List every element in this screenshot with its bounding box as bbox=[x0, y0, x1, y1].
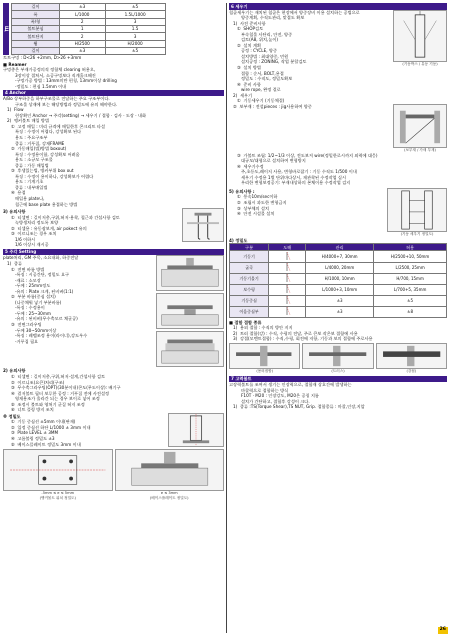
beam-figure bbox=[393, 104, 447, 148]
erection-body bbox=[229, 10, 391, 104]
hsb-line: 마찰력으로 접합하는 방식 bbox=[241, 387, 289, 393]
setting-line: ② 부분 바름(중심 섭치) bbox=[11, 294, 56, 300]
setting-caution-title: 2) 유의사항 bbox=[3, 368, 26, 374]
spec-cell: H/1000, 10mm bbox=[306, 273, 374, 284]
precision-line: ⑤ 베이스플레이트 정밀도 3mm 이내 bbox=[11, 441, 81, 447]
column-figure-caption: (기둥박스 / 유동 기둥) bbox=[402, 61, 438, 66]
setting-line: -두께 : 25mm정도 bbox=[15, 283, 51, 289]
anchor-caution-title: 3) 유의사항 bbox=[3, 209, 26, 215]
table-cell: 폭/형 bbox=[12, 18, 60, 25]
anchor-line: 매입용 plate나, bbox=[15, 195, 45, 201]
setting-caution-line: ⑥ 너트 플링 방지 조치 bbox=[11, 407, 54, 413]
setting-line: -두께 30~50mm이상 bbox=[15, 327, 57, 333]
spec-row bbox=[230, 273, 447, 284]
right-column bbox=[226, 3, 447, 633]
anchor-line: A/Bo 상부하중을 하부구조물로 전달하는 주요 구조부이다. bbox=[3, 96, 110, 102]
spec-cell: ±3 bbox=[306, 295, 374, 306]
erection-line: 1) 사전 준비사항 bbox=[233, 20, 266, 26]
erection-line: 철골세우기는 재치된 철골은 현장에서 양중장비 이용 설치하는 공법으로 bbox=[229, 9, 360, 15]
erection-caution-body bbox=[229, 194, 385, 216]
setting-line: ③ 전면그라우팅 bbox=[11, 322, 42, 327]
precision-line: ② 입정 중심선 하단 L/1000 ± 3mm 이내 bbox=[11, 424, 91, 430]
spec-cell: L/700+5, 35mm bbox=[374, 284, 447, 295]
reamer-body bbox=[3, 67, 224, 89]
spec-row bbox=[230, 295, 447, 306]
erection-caution-line: ② 조립시 과도한 변형금지 bbox=[237, 199, 287, 205]
spec-header: 관리 bbox=[306, 244, 374, 251]
setting-caution-line: ④ 결저볼트 필터 보루한 공정 : 거푸집 전에 사전설정 bbox=[11, 390, 110, 396]
erection-title: 6 세우기 bbox=[229, 3, 447, 10]
join-line: 1) 용외 접합 : 수직의 방안 지지 bbox=[233, 325, 293, 331]
table-cell: ±3 bbox=[59, 4, 105, 11]
anchor-line: 특징 : 수정용이함, 강성확보 어려움 bbox=[15, 151, 80, 157]
table-row bbox=[12, 11, 166, 18]
bolt-hole-note: 토트구멍 : D<26 +2mm, D>26 +3mm bbox=[3, 55, 82, 61]
spec-diagram-cell bbox=[269, 306, 306, 317]
hsb-line: F10T · M20 : 인장강도, M20은 공칭 지름 bbox=[241, 393, 319, 399]
erection-line: ① SHOP검토 bbox=[237, 26, 264, 32]
spec-cell: 기둥기 bbox=[230, 251, 269, 262]
erection-line: wire rope, 완정 결로 bbox=[241, 87, 281, 93]
fig-label-e5: -5mm ≤ e ≤ 5mm bbox=[41, 491, 75, 496]
setting-line: -두께 : 25~30mm bbox=[15, 310, 51, 316]
anchor-caution-body bbox=[3, 215, 180, 248]
table-cell: 1 bbox=[59, 25, 105, 32]
spec-header: 허용 bbox=[374, 244, 447, 251]
anchor-line: 특징 : 수정이 용이하나, 강성확보가 어렵다 bbox=[15, 173, 94, 179]
anchor-caution-line: 녹방생처리 정도록 보양 bbox=[15, 220, 59, 226]
anchor-title: 4 Anchor bbox=[3, 90, 224, 97]
erection-row bbox=[229, 10, 447, 104]
fig-caption-base-plate: (베이스플레이트 정밀도) bbox=[149, 495, 189, 500]
table-cell: 볼트단지 bbox=[12, 33, 60, 40]
erection-line: 양중계획, 수직도관리, 맞접도 확보 bbox=[241, 15, 305, 21]
spec-cell: H/4000+7, 30mm bbox=[306, 251, 374, 262]
column-precision-figure bbox=[168, 413, 224, 447]
page-number: 26 bbox=[439, 627, 446, 633]
tolerance-table-block bbox=[3, 3, 224, 55]
anchor-caution-row bbox=[3, 208, 224, 248]
table-cell: 3 bbox=[105, 33, 165, 40]
table-cell: 2 bbox=[59, 18, 105, 25]
anchor-line: 종류 : 내부매입법 bbox=[15, 184, 48, 190]
spec-row bbox=[230, 251, 447, 262]
table-side-label: Щ bbox=[3, 3, 9, 55]
setting-title: 5 주각 Setting bbox=[3, 249, 224, 256]
erection-adjust-line: 주,초등도,레이저 사용, 변형바로잡기 : 기둥 수직도 1/500 이내 bbox=[241, 169, 357, 175]
spec-row bbox=[230, 284, 447, 295]
setting-line: ① 전면 바름 방법 bbox=[11, 266, 45, 272]
grouting-figure bbox=[156, 331, 224, 367]
table-row bbox=[12, 4, 166, 11]
spec-cell: ±8 bbox=[374, 306, 447, 317]
scaffold-figure bbox=[387, 188, 447, 232]
join-body bbox=[229, 325, 447, 342]
precision-title: ※ 정밀도 bbox=[3, 413, 21, 419]
spec-header: 도해 bbox=[269, 244, 306, 251]
setting-caution-line: ② 이르니조(요큰)처리(구조) bbox=[11, 379, 65, 385]
table-row bbox=[12, 18, 166, 25]
setting-caution-line: ① 티셀면 : 길이저총,구위,허저·설계,간섭사항 검토 bbox=[11, 373, 106, 379]
spec-cell: ±5 bbox=[374, 295, 447, 306]
spec-row bbox=[230, 262, 447, 273]
spec-cell: H/700, 15mm bbox=[374, 273, 447, 284]
table-row bbox=[12, 40, 166, 47]
table-row bbox=[12, 33, 166, 40]
table-cell: 휨 bbox=[12, 40, 60, 47]
rigid-join-figure bbox=[376, 343, 447, 369]
setting-caution-line: ③ 무수축그라우팅(OPT)(30분이내)콘도(무도이상): 배기구 bbox=[11, 385, 121, 391]
fig-caption-anchor-position: (앵커볼트 위치 정밀도) bbox=[39, 495, 76, 500]
reamer-line: ·정밀도 : 편심 1.5mm 이내 bbox=[15, 84, 67, 90]
spec-cell: ±3 bbox=[306, 306, 374, 317]
setting-line: plate처리, GM 주목, 소요내화, 하중전달 bbox=[3, 255, 79, 261]
precision-spec-table bbox=[229, 243, 447, 318]
spec-row bbox=[230, 306, 447, 317]
reamer-line: ·구멍가공 방법 : 13mm미만 편칭, 13mm이상 drilling bbox=[15, 78, 117, 84]
truss-join-figure bbox=[302, 343, 373, 369]
erection-caution-line: ③ 상부체의 설치 bbox=[237, 205, 270, 211]
erection-line: ② 설치 계획 bbox=[237, 42, 261, 48]
erection-caution-line: ④ 안전 시설물 설치 bbox=[237, 211, 275, 217]
spec-cell: 굽곡 bbox=[230, 262, 269, 273]
setting-body bbox=[3, 255, 154, 367]
table-cell: ±3 bbox=[59, 47, 105, 54]
erection-line: 공정 : CYCLE, 양중 bbox=[241, 48, 277, 54]
base-figures-row bbox=[3, 449, 224, 500]
anchor-line: 현장확인 Anchor → 주각(setting) → 세우기 / 접합 · 검사 · 도장 · 내화 bbox=[15, 112, 147, 118]
base-plate-figure bbox=[115, 449, 225, 491]
anchor-line: ② 가동매입(법)방법 boxout) bbox=[11, 146, 67, 152]
anchor-line: 용도 : 기계기초 bbox=[15, 179, 44, 185]
anchor-line: 철근에 base plate 용접하는 방법 bbox=[15, 201, 78, 207]
spec-title: 4) 정밀도 bbox=[229, 237, 248, 243]
table-cell: 3 bbox=[105, 18, 165, 25]
anchor-line: ④ 용접 bbox=[11, 190, 26, 196]
table-row bbox=[12, 47, 166, 54]
setting-figures bbox=[156, 255, 224, 367]
setting-line: -유의 : Plate 크게, 된비벼(1:1) bbox=[15, 288, 74, 294]
spec-cell: L/1000+3, 10mm bbox=[306, 284, 374, 295]
table-cell: 1.5 bbox=[105, 25, 165, 32]
table-cell: H/2000 bbox=[105, 40, 165, 47]
column-erection-figure bbox=[393, 10, 447, 62]
setting-line: 1) 종류 bbox=[7, 260, 23, 266]
beam-figure-caption: (보부재 / 가새 부재) bbox=[404, 147, 436, 152]
setting-line: -유의 : 된비벼(무수축모르 채굴공) bbox=[15, 316, 78, 322]
spec-cell: H/2500+10, 50mm bbox=[374, 251, 447, 262]
setting-line: -재료 : 소모장 bbox=[15, 277, 41, 283]
erection-caution-line: ① 풍속10m/sec이하 bbox=[237, 194, 278, 200]
anchor-line: 구조물 상재에 보는 해당방법과 정밀도에 유의 해야한다. bbox=[15, 101, 118, 107]
erection-caution-title: 5) 유의사항 : bbox=[229, 188, 255, 194]
spec-header: 구분 bbox=[230, 244, 269, 251]
spec-diagram-cell bbox=[269, 273, 306, 284]
erection-line: 검토(A8, 위치,높이) bbox=[241, 37, 279, 43]
erection-caution-row bbox=[229, 188, 447, 237]
truss-join-caption: (트러스) bbox=[331, 368, 345, 373]
hsb-body bbox=[229, 382, 447, 410]
table-cell: 볼트분심 bbox=[12, 25, 60, 32]
anchor-figure bbox=[182, 208, 224, 242]
setting-line: -특징 : 시공간단, 정밀도 요구 bbox=[15, 272, 70, 278]
erection-line: ④ 준비 사항 bbox=[237, 81, 261, 87]
erection-adjust-body bbox=[229, 153, 447, 186]
spec-diagram-cell bbox=[269, 284, 306, 295]
hsb-line: 설치가 간단하고, 접합후 강성이 크다. bbox=[241, 398, 310, 404]
full-bed-figure bbox=[156, 255, 224, 291]
erection-line: ① 기둥세우기 (기둥체결) bbox=[237, 98, 285, 104]
table-cell: L/1000 bbox=[59, 11, 105, 18]
anchor-position-figure bbox=[3, 449, 113, 491]
anchor-body bbox=[3, 96, 224, 207]
erection-line: 정밀도 : 수직도, 정밀도확보 bbox=[241, 76, 293, 82]
spec-cell: 이음중심부 bbox=[230, 306, 269, 317]
table-cell: 길이 bbox=[12, 4, 60, 11]
erection-adjust-line: ④ 세우기수정 bbox=[237, 163, 264, 169]
setting-line: -특징 : 레벨조정 용이(라이너),강도우수 bbox=[15, 333, 88, 339]
setting-row bbox=[3, 255, 224, 367]
scaffold-caption: (기둥 세우기 정밀도) bbox=[400, 231, 434, 236]
anchor-line: ③ 후생있는법, 병커부위 box out bbox=[11, 168, 74, 174]
erection-line: 부속철물 사단리, 안전, 양중 bbox=[241, 31, 293, 37]
precision-body bbox=[3, 419, 166, 447]
spec-cell: L/4000, 20mm bbox=[306, 262, 374, 273]
erection-adjust-line: 우리한 변형보정공기: 부재내상하의 본체이용 수정작업 검지 bbox=[241, 180, 351, 186]
setting-line: -특징 : 수정용이 bbox=[15, 305, 45, 311]
erection-line: 접합 : 순서, BOLT,용접 bbox=[241, 70, 284, 76]
spec-cell: 보수평 bbox=[230, 284, 269, 295]
beam-row bbox=[229, 104, 447, 153]
anchor-line: ① 고정 매입 : 미리 규격에 매입한후 콘크리트 타설 bbox=[11, 123, 106, 129]
simple-join-figure bbox=[229, 343, 300, 369]
erection-line: ③ 설치 방법 bbox=[237, 65, 261, 71]
table-cell: 1.5L/1000 bbox=[105, 11, 165, 18]
reamer-line: 구멍총은 부재가공정의적 정합체 clearing 허용오, bbox=[3, 67, 96, 73]
partial-bed-figure bbox=[156, 293, 224, 329]
anchor-line: 특징 : 수정이 어렵다, 강성확보 된다 bbox=[15, 129, 82, 135]
table-cell: ±5 bbox=[105, 4, 165, 11]
precision-line: ① 기둥 중심선 ±5mm 이내(판재) bbox=[11, 419, 76, 425]
table-cell: H/2500 bbox=[59, 40, 105, 47]
rigid-join-caption: (강접) bbox=[406, 368, 417, 373]
erection-line: 설치방법 : 최대양중, 민원 bbox=[241, 53, 289, 59]
anchor-line: 2) 앵커볼트 매입 방법 bbox=[7, 118, 49, 124]
table-cell: 2 bbox=[59, 33, 105, 40]
table-cell: 길이 bbox=[12, 47, 60, 54]
setting-caution-line: 영재용조가 올라간 되는 경우 보이로 넣어 조정 bbox=[15, 396, 100, 402]
spec-diagram-cell bbox=[269, 295, 306, 306]
anchor-line: 용도 : 주요구조부 bbox=[15, 134, 48, 140]
precision-line: ③ Plate LEVEL ± 3MM bbox=[11, 430, 59, 436]
spec-diagram-cell bbox=[269, 262, 306, 273]
simple-join-caption: (용외접합) bbox=[256, 368, 274, 373]
erection-adjust-line: ③ 가볼트 조립: 1/2~1/3 이상, 전도보져 wire(정밀한로시까지 외력에 대응) bbox=[237, 152, 378, 158]
anchor-caution-line: 1/6 이상시 재시공 bbox=[15, 242, 49, 248]
spec-cell: L/2500, 25mm bbox=[374, 262, 447, 273]
erection-adjust-line: 세우기 수정용 1별 단위마다상시, 재관착된 수정작업 실시 bbox=[241, 174, 347, 180]
tolerance-table bbox=[11, 3, 166, 55]
setting-caution-body bbox=[3, 374, 224, 413]
precision-line: ④ 고름볼링 정밀도 ±3 bbox=[11, 436, 55, 441]
join-figures bbox=[229, 343, 447, 374]
spec-cell: 기둥중심 bbox=[230, 295, 269, 306]
hsb-title: 7 고력볼트 bbox=[229, 376, 447, 383]
erection-line: 설치공정 : ZONING, 작업 분할검토 bbox=[241, 59, 307, 65]
hsb-line: 고장력볼트를 조여서 생기는 인장력으로, 접합재 상호간에 발생하는 bbox=[229, 382, 352, 388]
anchor-line: 1) Flow bbox=[7, 107, 24, 113]
table-cell: ±5 bbox=[105, 47, 165, 54]
beam-line: ② 보부재 : 전설pieces : jig사용하여 양중 bbox=[233, 103, 312, 109]
join-line: 3) 강접(모멘트접합) : 수직,수평, 회전에 저항, 기동과 보의 접합에 주로사용 bbox=[233, 336, 373, 342]
reamer-line: 3장이상 접쳐서, 소공구멍보다 직계홀크해진 bbox=[15, 72, 96, 78]
spec-cell: 기동기울기 bbox=[230, 273, 269, 284]
table-row bbox=[12, 25, 166, 32]
reamer-title: ■ Reamer bbox=[3, 61, 27, 67]
anchor-caution-line: 1/6 이하시 bbox=[15, 236, 36, 242]
setting-line: (나중채워 넣기 부분바름) bbox=[15, 299, 62, 305]
setting-caution-line: ⑤ 조정시 볼트와 영쳐기 균질 허저 조정 bbox=[11, 401, 85, 407]
erection-adjust-line: 대규모/대형으로 설치하여 변형방지 bbox=[241, 158, 306, 164]
table-cell: 폭 bbox=[12, 11, 60, 18]
precision-row bbox=[3, 413, 224, 447]
join-title: ■ 접합 접합 종류 bbox=[229, 319, 262, 325]
anchor-caution-line: ③ 이르니조는 경우 조치 bbox=[11, 231, 57, 237]
anchor-line: 종류 : 가동 매입법 bbox=[15, 162, 49, 168]
anchor-line: 종류 : 거푸집, 강재FRAME bbox=[15, 140, 65, 146]
hsb-line: 1) 종류 :TS(Torque Shear),TS NUT, Grip. 접합종류 : 마찰,인장,지압 bbox=[233, 404, 365, 410]
anchor-caution-line: ① 티셀면 : 길이저총,구위,허저·용착, 철근과 간섭사항 검토 bbox=[11, 214, 120, 220]
erection-line: 2) 세우기 bbox=[233, 92, 253, 98]
setting-line: -거푸집 필요 bbox=[15, 338, 39, 344]
fig-label-e3: e ≤ 3mm bbox=[160, 491, 178, 496]
spec-diagram-cell bbox=[269, 251, 306, 262]
join-line: 2) 트러 접합(강) : 수직, 수평의 전달, 주로 큰보 작은보 접합에 사용 bbox=[233, 330, 358, 336]
anchor-caution-line: ② 티셀용 : 유동잠보게, air pokect 유의 bbox=[11, 225, 87, 231]
anchor-line: 용도 : 소규모 구조물 bbox=[15, 157, 53, 163]
left-column bbox=[3, 3, 224, 501]
